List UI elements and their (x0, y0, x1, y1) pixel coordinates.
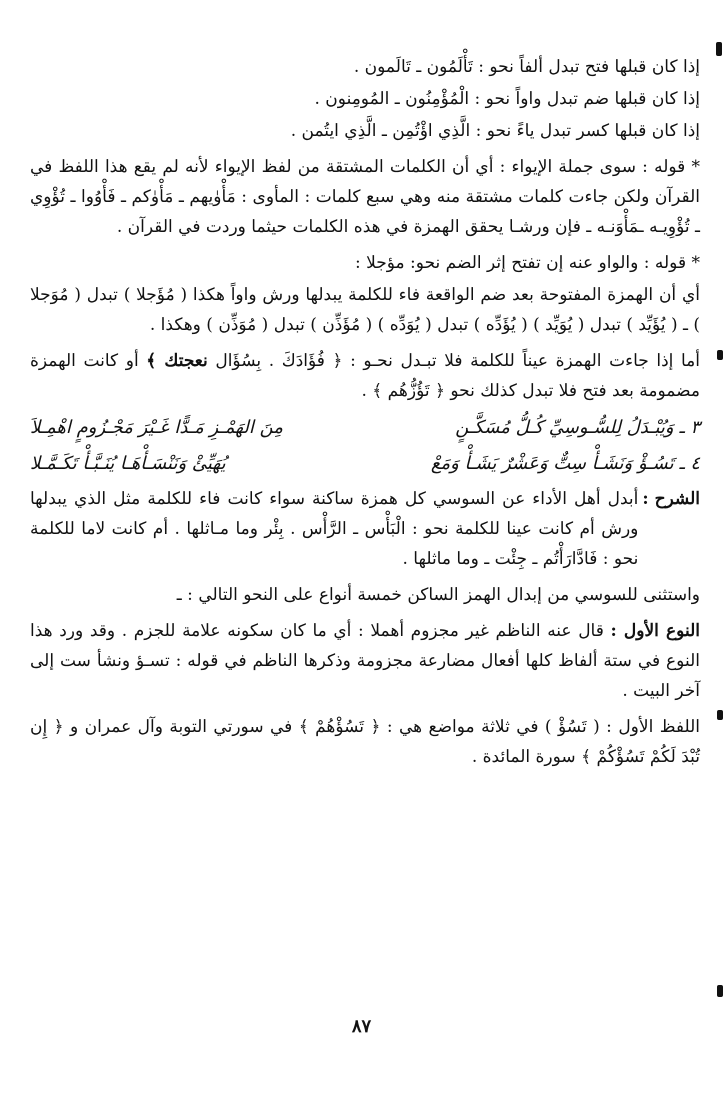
edge-mark (717, 710, 723, 720)
verse-3 (30, 412, 700, 444)
verse-4 (30, 448, 700, 480)
naw-awwal (30, 616, 700, 706)
sharh-section (30, 484, 700, 574)
edge-mark (716, 42, 722, 56)
line-damm: إذا كان قبلها ضم تبدل واواً نحو : الْمُؤْمِنُون ـ المُومِنون . (314, 89, 700, 109)
paragraph-ayn-part2: أو كانت الهمزة مضمومة بعد فتح فلا تبدل كذلك نحو ﴿ تَؤُزُّهُم ﴾ . (30, 351, 700, 401)
paragraph-ayn-part1: أما إذا جاءت الهمزة عيناً للكلمة فلا تبـدل نحـو : ﴿ فُؤَادَكَ . بِسُؤَال (207, 351, 701, 371)
paragraph-waw-heading: * قوله : والواو عنه إن تفتح إثر الضم نحو: مؤجلا : (354, 253, 700, 273)
sharh-label: الشرح : (642, 489, 700, 509)
lafz-awwal-text: ( تَسُؤْ ) في ثلاثة مواضع هي : ﴿ تَسُؤْهُمْ ﴾ في سورتي التوبة وآل عمران و ﴿ إِن تُبْدَ لَكُمْ تَسُؤْكُمْ ﴾ سورة المائدة . (30, 717, 700, 767)
paragraph-ayn-bold: نعجتك ﴾ (146, 351, 208, 371)
edge-mark (717, 350, 723, 360)
verse-3-left: مِنَ الهَمْـزِ مَـدًّا غَـيْرَ مَجْـزُومٍ اهْمِـلاَ (30, 417, 283, 438)
naw-awwal-text: قال عنه الناظم غير مجزوم أهملا : أي ما كان سكونه علامة للجزم . وقد ورد هذا النوع في ستة ألفاظ كلها أفعال مضارعة مجزومة وذكرها الناظم في قوله : تسـؤ ونشأ ست إلى آخر البيت . (30, 621, 700, 701)
verse-4-right: ٤ ـ تَسُـؤْ وَنَشَـأْ سِتٌّ وَعَشْرٌ يَشَـأْ وَمَعْ (430, 453, 700, 474)
paragraph-istithna: واستثنى للسوسي من إبدال الهمز الساكن خمسة أنواع على النحو التالي : ـ (176, 585, 700, 605)
page-number: ٨٧ (351, 1016, 372, 1037)
page-body (30, 52, 700, 778)
naw-awwal-label: النوع الأول : (610, 621, 700, 641)
line-kasr: إذا كان قبلها كسر تبدل ياءً نحو : الَّذِي اؤْتُمِن ـ الَّذِي ايتُمن . (290, 121, 700, 141)
edge-mark (717, 985, 723, 997)
line-fath: إذا كان قبلها فتح تبدل ألفاً نحو : تَأْلَمُون ـ تَالَمون . (353, 57, 700, 77)
lafz-awwal (30, 712, 700, 772)
verse-4-left: يُهَيِّئْ وَنَنْسَـأْهَـا يُنَـبَّـأْ تَكَـمَّـلا (30, 453, 226, 474)
lafz-awwal-label: اللفظ الأول : (606, 717, 700, 737)
sharh-text: أبدل أهل الأداء عن السوسي كل همزة ساكنة سواء كانت فاء للكلمة مثل الذي يبدلها ورش أم كانت عينا للكلمة نحو : الْبَأْس ـ الرَّأْس . بِئْر وما مـاثلها . أم كانت لاما للكلمة نحو : فَادَّارَأْتُم ـ جِئْت ـ وما ماثلها . (30, 489, 639, 569)
paragraph-waw-explanation: أي أن الهمزة المفتوحة بعد ضم الواقعة فاء للكلمة يبدلها ورش واواً هكذا ( مُؤَجلا ) تبدل ( مُوَجلا ) ـ ( يُؤَيِّد ) تبدل ( يُوَيِّد ) ( يُؤَدِّه ) تبدل ( يُوَدِّه ) ( مُؤَذِّن ) تبدل ( مُوَذِّن ) وهكذا . (30, 285, 700, 335)
paragraph-ayn (30, 346, 700, 406)
paragraph-iwaa: * قوله : سوى جملة الإيواء : أي أن الكلمات المشتقة من لفظ الإيواء لأنه لم يقع هذا اللفظ في القرآن ولكن جاءت كلمات مشتقة منه وهي سبع كلمات : المأوى : مَأْوٰيهم ـ مَأْوٰكم ـ فَأْوُوا ـ تُؤْوِي ـ تُؤْوِيـه ـمَأْوَنـه ـ فإن ورشـا يحقق الهمزة في هذه الكلمات حيثما وردت في القرآن . (30, 157, 700, 237)
verse-3-right: ٣ ـ وَيُبْـدَلُ لِلسُّـوسِيِّ كُـلُّ مُسَكَّـنٍ (455, 417, 700, 438)
